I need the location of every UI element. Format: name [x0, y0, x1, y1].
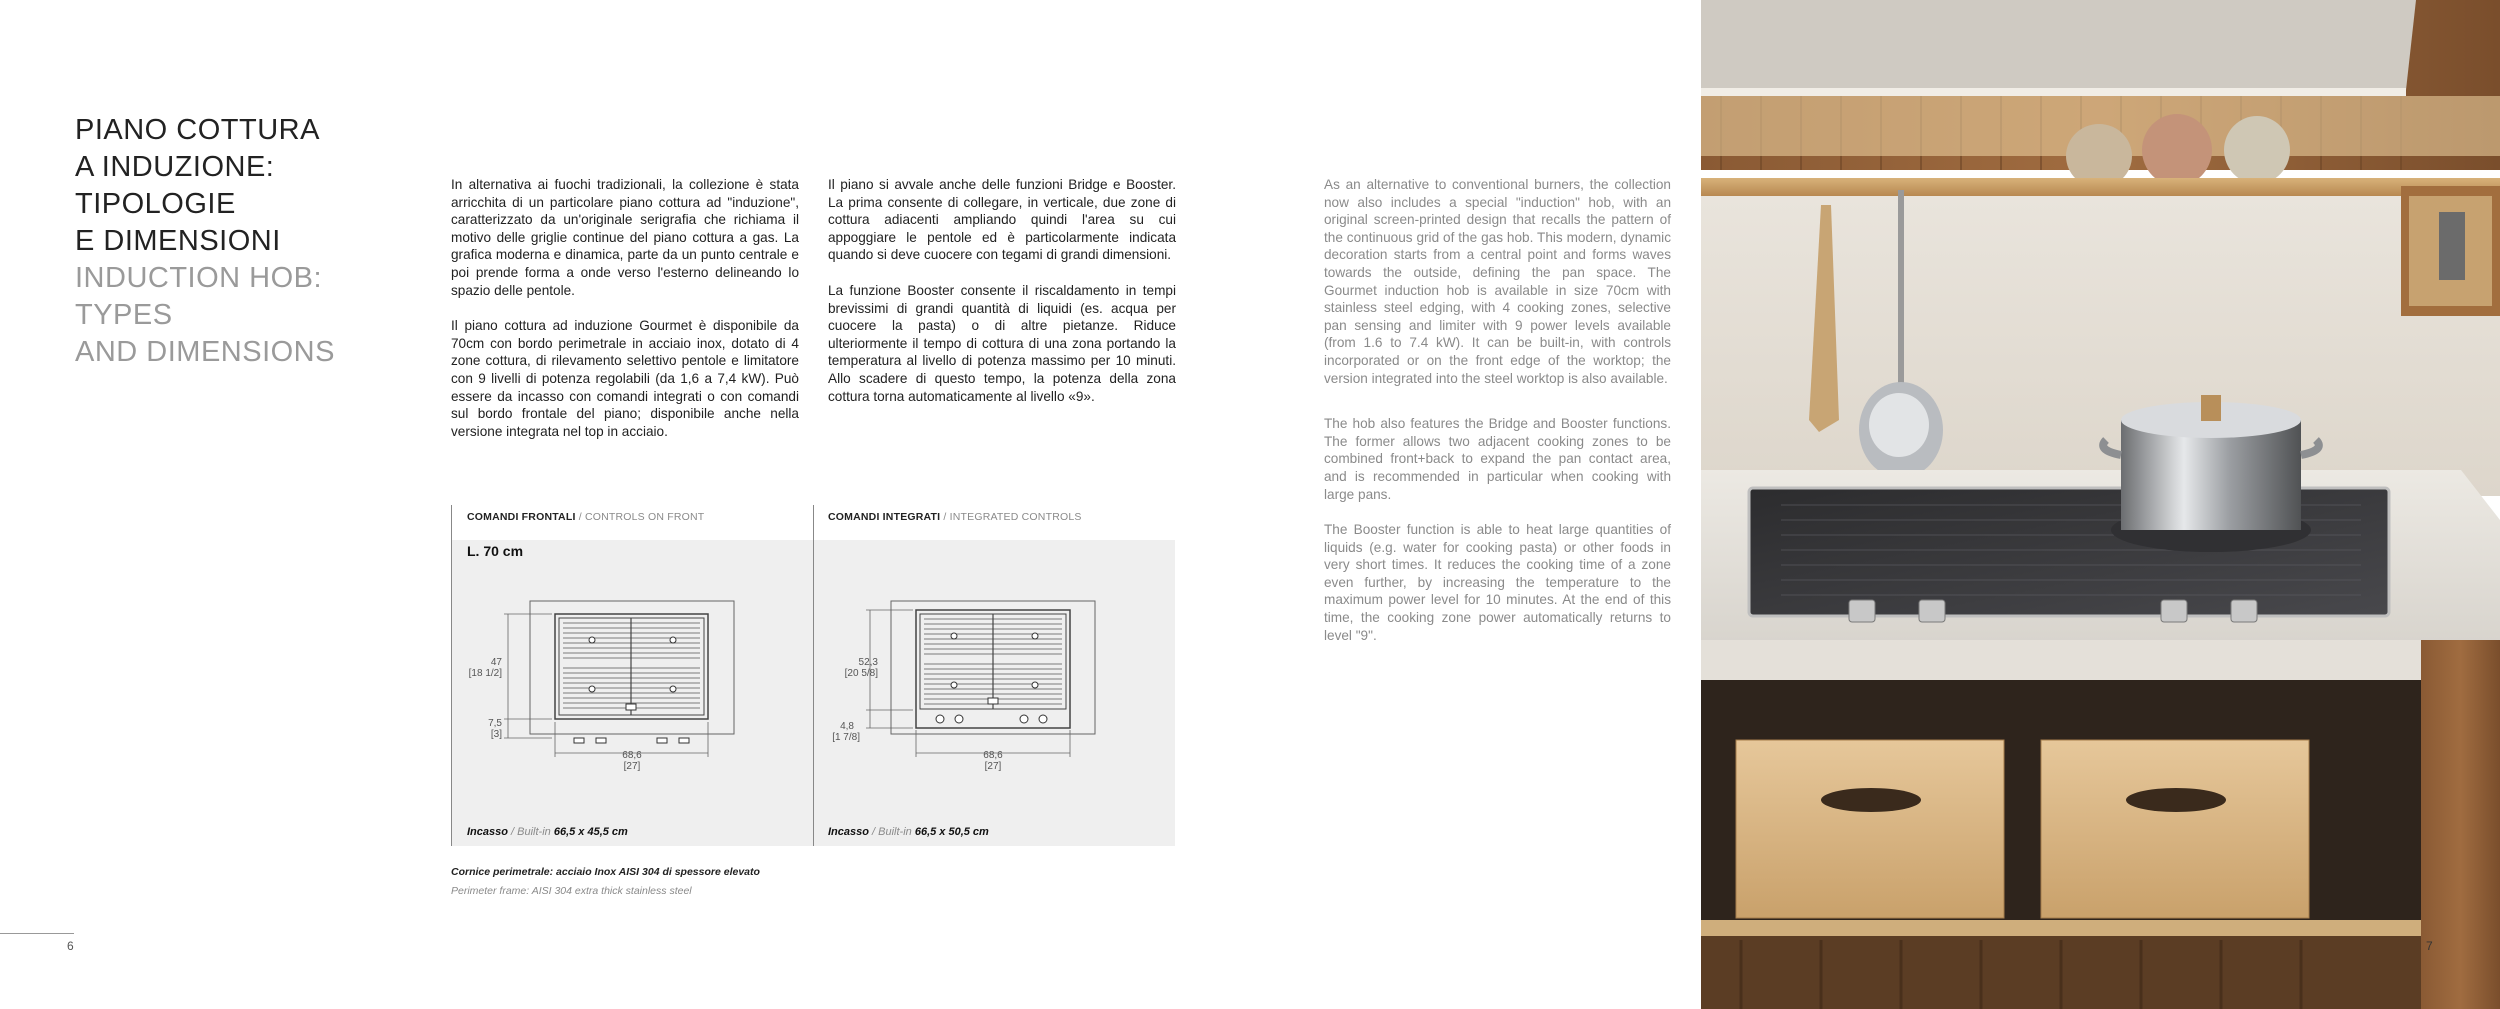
builtin-en: / Built-in — [507, 826, 554, 838]
paragraph: Il piano cottura ad induzione Gourmet è disponibile da 70cm con bordo perimetrale in acciaio inox, dotato di 4 zone cottura, di rilevamento selettivo pentole e limitatore con 9 livelli di potenza regolabili (da 1,6 a 7,4 kW). Può essere da incasso con comandi integrati o con comandi sul bordo frontale del piano; disponibile anche nella versione integrata nel top in acciaio. — [451, 318, 799, 439]
dim-width-in: [27] — [984, 761, 1002, 772]
title-it-line: TIPOLOGIE — [75, 188, 236, 220]
integrated-controls-drawing — [814, 590, 1174, 790]
integrated-controls-heading — [828, 511, 1082, 523]
dim-width: 68,6 — [622, 750, 642, 761]
text-italian-column-2 — [828, 176, 1176, 423]
dim-depth: 47 — [490, 657, 502, 668]
heading-it: COMANDI INTEGRATI — [828, 511, 941, 523]
integrated-builtin-size — [828, 826, 989, 838]
title-it-line: A INDUZIONE: — [75, 151, 275, 183]
front-controls-heading — [467, 511, 704, 523]
kitchen-photo — [1701, 0, 2500, 1009]
dim-front: 4,8 — [840, 721, 854, 732]
builtin-value: 66,5 x 45,5 cm — [553, 826, 628, 838]
dim-width-in: [27] — [623, 761, 641, 772]
text-english-column — [1324, 176, 1671, 662]
heading-en: CONTROLS ON FRONT — [584, 511, 705, 523]
heading-sep: / — [575, 511, 585, 523]
paragraph: La funzione Booster consente il riscaldamento in tempi brevissimi di grandi quantità di liquidi (es. acqua per cuocere la pasta) o di altre pietanze. Riduce ulteriormente il tempo di cottura di una zona portando la temperatura al livello di potenza massimo per 10 minuti. Allo scadere di questo tempo, la potenza della zona cottura torna automaticamente al livello «9». — [828, 282, 1176, 404]
dim-front-in: [1 7/8] — [832, 732, 860, 743]
title-it-line: E DIMENSIONI — [75, 225, 281, 257]
title-en-line: INDUCTION HOB: — [75, 262, 323, 294]
dim-depth-in: [18 1/2] — [468, 668, 502, 679]
dim-front-in: [3] — [490, 729, 502, 740]
builtin-en: / Built-in — [868, 826, 915, 838]
dim-front: 7,5 — [488, 718, 502, 729]
heading-en: INTEGRATED CONTROLS — [949, 511, 1082, 523]
dim-depth: 52,3 — [858, 657, 878, 668]
heading-sep: / — [940, 511, 950, 523]
dim-width: 68,6 — [983, 750, 1003, 761]
paragraph: The hob also features the Bridge and Booster functions. The former allows two adjacent cooking zones to be combined front+back to expand the pan contact area, and is recommended in particular when cooking with large pans. — [1324, 416, 1671, 502]
size-label: L. 70 cm — [467, 543, 524, 559]
builtin-value: 66,5 x 50,5 cm — [914, 826, 989, 838]
paragraph: Il piano si avvale anche delle funzioni Bridge e Booster. La prima consente di collegare, in verticale, due zone di cottura adiacenti ampliando quindi l'area su cui appoggiare le pentole ed è particolarmente indicata quando si deve cuocere con tegami di grandi dimensioni. — [828, 177, 1176, 263]
front-controls-drawing — [452, 590, 812, 790]
caption-italian: Cornice perimetrale: acciaio Inox AISI 304 di spessore elevato — [451, 866, 760, 878]
builtin-it: Incasso — [828, 826, 869, 838]
title-en-line: AND DIMENSIONS — [75, 336, 335, 368]
page-number-left: 6 — [67, 939, 74, 953]
front-builtin-size — [467, 826, 628, 838]
page-number-rule — [0, 933, 74, 934]
title-en-line: TYPES — [75, 299, 173, 331]
caption-english: Perimeter frame: AISI 304 extra thick stainless steel — [451, 885, 692, 897]
paragraph: The Booster function is able to heat large quantities of liquids (e.g. water for cooking pasta) or other foods in very short times. It reduces the cooking time of a zone even further, by increasing the temperature to the maximum power level for 10 minutes. At the end of this time, the cooking zone power automatically returns to level "9". — [1324, 522, 1671, 643]
kitchen-photo-illustration — [1701, 0, 2500, 1009]
builtin-it: Incasso — [467, 826, 508, 838]
dim-depth-in: [20 5/8] — [844, 668, 878, 679]
heading-it: COMANDI FRONTALI — [467, 511, 576, 523]
title-it-line: PIANO COTTURA — [75, 114, 320, 146]
paragraph: In alternativa ai fuochi tradizionali, la collezione è stata arricchita di un particolare piano cottura ad "induzione", caratterizzato da un'originale serigrafia che richiama il motivo delle griglie continue del piano cottura a gas. La grafica moderna e dinamica, parte da un punto centrale e poi prende forma a onde verso l'esterno delineando lo spazio delle pentole. — [451, 177, 799, 298]
title-italian — [75, 112, 320, 260]
title-english — [75, 260, 335, 371]
text-italian-column-1 — [451, 176, 799, 458]
paragraph: As an alternative to conventional burners, the collection now also includes a special "induction" hob, with an original screen-printed design that recalls the pattern of the continuous grid of the gas hob. This modern, dynamic decoration starts from a central point and forms waves towards the outside, defining the pan space. The Gourmet induction hob is available in size 70cm with stainless steel edging, with 4 cooking zones, selective pan sensing and limiter with 9 power levels available (from 1.6 to 7.4 kW). It can be built-in, with controls incorporated or on the front edge of the worktop; the version integrated into the steel worktop is also available. — [1324, 177, 1671, 386]
page-number-right: 7 — [2426, 939, 2433, 953]
